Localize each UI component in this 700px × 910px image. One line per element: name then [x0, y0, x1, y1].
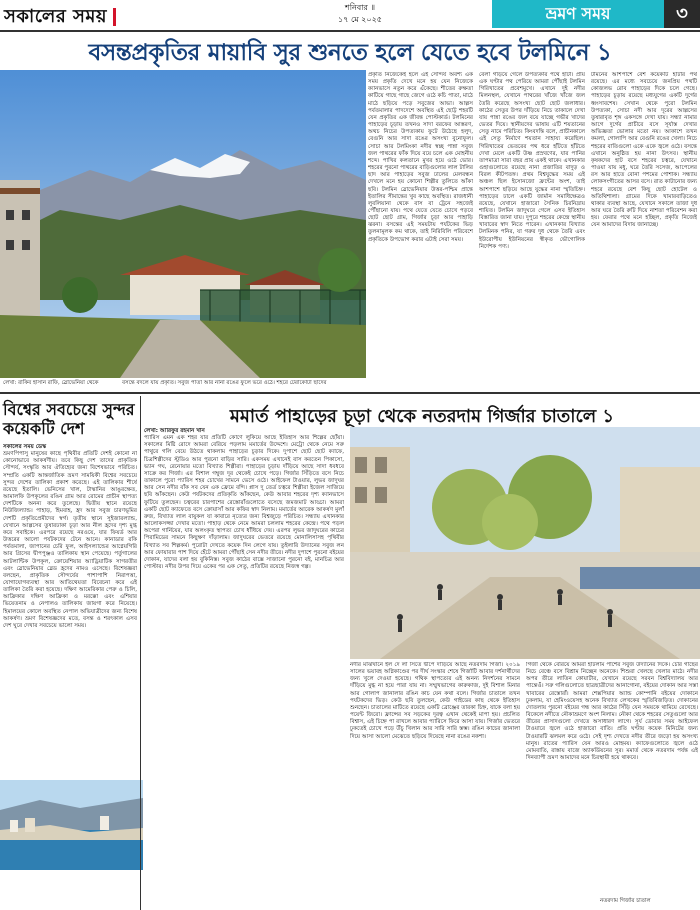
notre-dame-square-image [350, 427, 700, 659]
article3-headline: মমার্ত পাহাড়ের চূড়া থেকে নতরদাম গির্জার চাতালে ১ [229, 406, 615, 427]
section-divider [0, 392, 700, 394]
article3-photo [350, 427, 700, 659]
article1-headline: বসন্তপ্রকৃতির মায়াবি সুর শুনতে হলে যেতে হবে টলমিনে ১ [88, 40, 612, 66]
photo-caption: বসন্তে বদলে যায় প্রকৃতি। সবুজ পাতা আর নানা রঙের ফুলে ভরে ওঠে। শহরে টেরাকোটা ছাদের [122, 380, 327, 386]
article3-column-left [144, 428, 344, 908]
article2-photo [0, 780, 143, 870]
article1-column-2: প্রকৃতি নিজেকেই হলে এই সৌন্দর্য অবশ্য এক সময় প্রকৃতি দেখে মনে হয় যেন নিজেকে ক্যানভাসে নতুন করে এঁকেছে। শীতের রুক্ষতা কাটিয়ে গাছে গাছে জেগে ওঠে কচি পাতা, মাঠে মাঠে ছড়িয়ে পড়ে সবুজের আভা। আল্পস পর্বতমালার পাদদেশে অবস্থিত এই ছোট্ট শহরটি যেন প্রকৃতির এক জীবন্ত পোস্টকার্ড। টলমিনের পাহাড়ের চূড়ায় তখনও সাদা বরফের আস্তরণ, অথচ নিচের উপত্যকায় ফুটে উঠেছে হলুদ, বেগুনি আর সাদা রঙের অসংখ্য বুনোফুল। সোচা আর টলমিংকা নদীর স্বচ্ছ পান্না সবুজ জল পাথরের ফাঁক দিয়ে বয়ে চলে এক মোহনীয় শব্দে। পাখির কলতানে মুখর হয়ে ওঠে ভোর। শহরের পুরনো পাথরের বাড়িগুলোর লাল টালির ছাদ আর পাহাড়ের সবুজ ঢালের মেলবন্ধন দেখলে মনে হয় কোনো শিল্পীর তুলিতে আঁকা ছবি। টলমিন স্লোভেনিয়ার উত্তর-পশ্চিম প্রান্তে ইতালির সীমান্তের খুব কাছে অবস্থিত। রাজধানী লুবলিয়ানা থেকে বাস বা ট্রেনে সহজেই পৌঁছানো যায়। পথে যেতে যেতে চোখে পড়বে ছোট ছোট গ্রাম, গির্জার চূড়া আর পাহাড়ি ঝরনা। বসন্তের এই সময়টায় পর্যটকের ভিড় তুলনামূলক কম থাকে, তাই নিরিবিলি পরিবেশে প্রকৃতিকে উপভোগ করার এটাই সেরা সময়। [368, 72, 473, 243]
article2-byline: সকালের সময় ডেস্ক [3, 444, 47, 450]
article3-text-left: প্যারিস এমন এক শহর যার প্রতিটি কোণে লুকিয়ে আছে ইতিহাস আর শিল্পের ছোঁয়া। সকালের মিষ্টি রোদে আমরা বেরিয়ে পড়লাম মমার্তের উদ্দেশে। মেট্রো থেকে নেমে সরু পাথুরে গলি বেয়ে উঠতে থাকলাম পাহাড়ের চূড়ার দিকে। দুপাশে ছোট ছোট ক্যাফে, চিত্রশিল্পীদের স্টুডিও আর পুরনো বাড়ির সারি। একসময় এখানেই বাস করতেন পিকাসো, ভ্যান গঘ, রেনোয়ার মতো বিখ্যাত শিল্পীরা। পাহাড়ের চূড়ায় দাঁড়িয়ে আছে সাদা ধবধবে সাক্রে কর গির্জা। এর বিশাল গম্বুজ দূর থেকেই চোখে পড়ে। গির্জার সিঁড়িতে বসে নিচে তাকালে পুরো প্যারিস শহর চোখের সামনে ভেসে ওঠে। আইফেল টাওয়ার, লুভর জাদুঘর আর সেন নদীর বাঁক সব যেন এক ফ্রেমে বন্দি। প্লাস দু তের্ত্র চত্বরে শিল্পীরা ইজেল সাজিয়ে ছবি আঁকছেন। কেউ পর্যটকদের প্রতিকৃতি আঁকছেন, কেউ আবার শহরের দৃশ্য ক্যানভাসে ফুটিয়ে তুলছেন। চত্বরের চারপাশের রেস্তোরাঁগুলোতে বসেছে জমজমাট আড্ডা। আমরা একটি ছোট ক্যাফেতে বসে ক্রোয়াসাঁ আর কফির স্বাদ নিলাম। মমার্তের আরেক আকর্ষণ মুলাঁ রুজ, বিখ্যাত লাল বায়ুকল যা কাবারে নৃত্যের জন্য বিশ্বজুড়ে পরিচিত। সন্ধ্যায় এখানকার আলোকসজ্জা দেখার মতো। পাহাড় থেকে নেমে আমরা চললাম শহরের কেন্দ্রে। পথে পড়ল অপেরা গার্নিয়ের, যার অলংকৃত স্থাপত্য চোখ ধাঁধিয়ে দেয়। এরপর লুভর জাদুঘরের কাচের পিরামিডের সামনে কিছুক্ষণ দাঁড়ালাম। জাদুঘরের ভেতরে রয়েছে মোনালিসাসহ পৃথিবীর বিখ্যাত সব শিল্পকর্ম। পুরোটা দেখতে কয়েক দিন লেগে যায়। তুইলারি উদ্যানের সবুজ লন আর ফোয়ারার পাশ দিয়ে হেঁটে আমরা পৌঁছাই সেন নদীর তীরে। নদীর দুপাশে পুরনো বইয়ের দোকান, যাদের বলা হয় বুকিনিস্ত। সবুজ কাঠের বাক্সে সাজানো পুরনো বই, মানচিত্র আর পোস্টার। নদীর উপর দিয়ে একের পর এক সেতু, প্রতিটির রয়েছে নিজস্ব গল্প। [144, 435, 344, 570]
masthead [0, 0, 700, 32]
issue-date [320, 2, 400, 26]
issue-day: শনিবার ॥ [344, 3, 376, 12]
coastal-city-image [0, 780, 143, 870]
article2-headline: বিশ্বের সবচেয়ে সুন্দর কয়েকটি দেশ [3, 400, 135, 438]
issue-date-text: ১৭ মে ২০২৫ [338, 15, 382, 24]
page-number: ৩ [664, 0, 700, 28]
tolmin-mountain-image [0, 70, 366, 378]
article3-column-right: গির্জা থেকে বেরিয়ে আমরা হাঁটলাম পাশের সবুজ উদ্যানের দিকে। চেরি গাছের নিচে বেঞ্চে বসে বিশ্রাম নিচ্ছেন অনেকে। শিশুরা খেলছে খেলার মাঠে। নদীর অপর তীরে লাতিন কোয়ার্টার, যেখানে রয়েছে সরবন বিশ্ববিদ্যালয় আর পান্তেওঁ। সরু গলিগুলোতে ছাত্রছাত্রীদের আনাগোনা, বইয়ের দোকান আর সস্তা খাবারের রেস্তোরাঁ। আমরা শেক্সপিয়ার অ্যান্ড কোম্পানি বইয়ের দোকানে ঢুকলাম, যা হেমিংওয়েসহ অনেক বিখ্যাত লেখকের স্মৃতিবিজড়িত। দোকানের দোতলায় পুরনো বইয়ের গন্ধ আর কাঠের সিঁড়ি যেন সময়কে থামিয়ে রেখেছে। বিকেলে নদীতে নৌকাভ্রমণে অংশ নিলাম। নৌকা থেকে শহরের সেতুগুলো আর তীরের প্রাসাদগুলো দেখতে অসাধারণ লাগে। সূর্য ডোবার সময় আইফেল টাওয়ারে জ্বলে ওঠে হাজারো বাতি। প্রতি ঘণ্টায় কয়েক মিনিটের জন্য টাওয়ারটি ঝলমল করে ওঠে। সেই দৃশ্য দেখতে নদীর তীরে জড়ো হয় অসংখ্য মানুষ। রাতের প্যারিস যেন আরও মোহময়। ক্যাফেগুলোতে জ্বলে ওঠে মোমবাতি, রাস্তায় বাজে অ্যাকর্ডিয়নের সুর। মমার্ত থেকে নতরদাম পর্যন্ত এই দিনব্যাপী ভ্রমণ আমাদের মনে চিরস্থায়ী হয়ে থাকবে। [526, 662, 698, 762]
article3-photo-caption: নতরদাম গির্জার চাতাল [600, 898, 651, 904]
article1-column-3: বেলা গড়িয়ে গেলে উপত্যকার পথে হাঁটা। প্রায় এক ঘণ্টার পথ পেরিয়ে আমরা পৌঁছাই টলমিন গিরিখাতের প্রবেশমুখে। এখানে দুই নদীর মিলনস্থল, যেখানে পাথরের খাঁজে খাঁজে জল তৈরি করেছে অসংখ্য ছোট ছোট জলাধার। কাঠের সেতুর উপর দাঁড়িয়ে নিচে তাকালে দেখা যায় পান্না রঙের জল বয়ে যাচ্ছে গভীর খাদের ভেতর দিয়ে। স্থানীয়দের ভাষায় এটি শয়তানের সেতু নামে পরিচিত। কিংবদন্তি বলে, প্রাচীনকালে এই সেতু নির্মাণে শয়তান সাহায্য করেছিল। গিরিখাতের ভেতরের পথ ধরে হাঁটতে হাঁটতে দেখা মেলে একটি উষ্ণ প্রস্রবণের, যার পানির তাপমাত্রা সারা বছর প্রায় একই থাকে। এখানকার গুহাগুলোতে রয়েছে নানা প্রজাতির বাদুড় ও বিরল কীটপতঙ্গ। প্রথম বিশ্বযুদ্ধের সময় এই অঞ্চল ছিল ইসোনজো ফ্রন্টের অংশ, তাই আশপাশে ছড়িয়ে আছে যুদ্ধের নানা স্মৃতিচিহ্ন। পাহাড়ের ঢালে একটি জার্মান সমাধিক্ষেত্রও রয়েছে, যেখানে হাজারো সৈনিক চিরনিদ্রায় শায়িত। টলমিন জাদুঘরে গেলে এসব ইতিহাস বিস্তারিত জানা যায়। দুপুরে শহরের কেন্দ্রে স্থানীয় খাবারের স্বাদ নিতে পারেন। এখানকার বিখ্যাত টলমিনক পনির, যা গরুর দুধ থেকে তৈরি এবং ইউরোপীয় ইউনিয়নের স্বীকৃত ভৌগোলিক নির্দেশক পণ্য। [479, 72, 585, 250]
column-rule [140, 396, 141, 910]
logo-accent-bar [113, 8, 116, 26]
article1-photo [0, 70, 366, 378]
article3-column-mid: নদীর মাঝখানে ইল দে লা সিতে দ্বীপে দাঁড়িয়ে আছে নতরদাম গির্জা। ২০১৯ সালের ভয়াবহ অগ্নিকাণ্ডের পর দীর্ঘ সংস্কার শেষে গির্জাটি আবার দর্শনার্থীদের জন্য খুলে দেওয়া হয়েছে। গথিক স্থাপত্যের এই অনন্য নিদর্শনের সামনে দাঁড়িয়ে মুগ্ধ না হয়ে পারা যায় না। সম্মুখভাগের কারুকাজ, দুই বিশাল মিনার আর গোলাপ জানালার রঙিন কাচ যেন কথা বলে। গির্জার চাতালে তখন পর্যটকদের ভিড়। কেউ ছবি তুলছেন, কেউ গাইডের কাছ থেকে ইতিহাস শুনছেন। চাতালের মাটিতে রয়েছে একটি ব্রোঞ্জের তারকা চিহ্ন, যাকে বলা হয় পয়েন্ট জিরো। ফ্রান্সের সব সড়কের দূরত্ব এখান থেকেই মাপা হয়। প্রচলিত বিশ্বাস, এই চিহ্নে পা রাখলে আবার প্যারিসে ফিরে আসা যায়। গির্জার ভেতরে ঢুকতেই চোখে পড়ে উঁচু খিলান আর সারি সারি স্তম্ভ। রঙিন কাচের জানালা দিয়ে আসা আলো মেঝেতে ছড়িয়ে দিয়েছে নানা রঙের নকশা। [350, 662, 520, 740]
article2-text: ভ্রমণপিপাসু মানুষের কাছে পৃথিবীর প্রতিটি দেশই কোনো না কোনোভাবে আকর্ষণীয়। তবে কিছু দেশ তাদের প্রাকৃতিক সৌন্দর্য, সংস্কৃতি আর ঐতিহ্যের জন্য বিশেষভাবে পরিচিত। সম্প্রতি একটি আন্তর্জাতিক ভ্রমণ সাময়িকী বিশ্বের সবচেয়ে সুন্দর দেশের তালিকা প্রকাশ করেছে। এই তালিকার শীর্ষে রয়েছে ইতালি। ভেনিসের খাল, টাস্কানির আঙুরক্ষেত, আমালফি উপকূলের রঙিন গ্রাম আর রোমের প্রাচীন স্থাপত্য দেশটিকে অনন্য করে তুলেছে। দ্বিতীয় স্থানে রয়েছে নিউজিল্যান্ড। পাহাড়, হিমবাহ, হ্রদ আর সবুজ চারণভূমির দেশটি প্রকৃতিপ্রেমীদের স্বর্গ। তৃতীয় স্থানে সুইজারল্যান্ড, যেখানে আল্পসের তুষারঢাকা চূড়া আর নীল হ্রদের দৃশ্য মুগ্ধ করে সবাইকে। এরপরে রয়েছে নরওয়ে, যার ফিয়র্ড আর উত্তরের আলো পর্যটকদের টেনে আনে। কানাডার রকি পর্বতমালা, জাপানের চেরি ফুল, আইসল্যান্ডের আগ্নেয়গিরি আর গ্রিসের দ্বীপপুঞ্জও তালিকায় স্থান পেয়েছে। পর্তুগালের আটলান্টিক উপকূল, ক্রোয়েশিয়ার অ্যাড্রিয়াটিক সাগরতীর এবং স্লোভেনিয়ার ব্লেড হ্রদের নামও এসেছে। বিশেষজ্ঞরা বলছেন, প্রাকৃতিক সৌন্দর্যের পাশাপাশি নিরাপত্তা, যোগাযোগব্যবস্থা আর আতিথেয়তা বিবেচনা করে এই তালিকা তৈরি করা হয়েছে। দক্ষিণ আমেরিকার পেরু ও চিলি, আফ্রিকার দক্ষিণ আফ্রিকা ও মরক্কো এবং এশিয়ার ভিয়েতনাম ও নেপালও তালিকায় জায়গা করে নিয়েছে। হিমালয়ের কোলে অবস্থিত নেপাল অভিযাত্রীদের জন্য বিশেষ আকর্ষণ। ভ্রমণ বিশেষজ্ঞদের মতে, বসন্ত ও শরৎকাল এসব দেশ ঘুরে দেখার সবচেয়ে ভালো সময়। [3, 451, 137, 629]
newspaper-logo: সকালের সময় [4, 2, 116, 33]
article2-body [3, 444, 137, 778]
article1-column-4: টমিনের আশপাশে বেশ কয়েকটি হাঁটার পথ রয়েছে। এর মধ্যে সবচেয়ে জনপ্রিয় পথটি কোজলভ রোব পাহাড়ের দিকে চলে গেছে। পাহাড়ের চূড়ায় রয়েছে মধ্যযুগের একটি দুর্গের ধ্বংসাবশেষ। সেখান থেকে পুরো টলমিন উপত্যকা, সোচা নদী আর দূরের আল্পসের তুষারাবৃত শৃঙ্গ একসঙ্গে দেখা যায়। সন্ধ্যা নামার আগে দুর্গের প্রাচীরে বসে সূর্যাস্ত দেখার অভিজ্ঞতা ভোলার মতো নয়। আকাশে তখন কমলা, গোলাপি আর বেগুনি রঙের খেলা। নিচে শহরের বাতিগুলো একে একে জ্বলে ওঠে। বসন্তে এখানে অনুষ্ঠিত হয় নানা উৎসব। স্থানীয় কৃষকদের হাট বসে শহরের চত্বরে, যেখানে পাওয়া যায় মধু, ঘরে তৈরি সসেজ, আপেলের রস আর হাতে বোনা পশমের পোশাক। সন্ধ্যায় লোকসংগীতের আসর বসে। রাত কাটানোর জন্য শহরে রয়েছে বেশ কিছু ছোট হোটেল ও অতিথিশালা। গ্রামের দিকে খামারবাড়িতেও থাকার ব্যবস্থা আছে, যেখানে সকালে তাজা দুধ আর ঘরে তৈরি রুটি দিয়ে নাশতা পরিবেশন করা হয়। ফেরার পথে মনে হচ্ছিল, প্রকৃতি নিজেই যেন আমাদের বিদায় জানাচ্ছে। [591, 72, 697, 229]
photo-credit: লেখা: রাকিব হাসান রাফি, স্লোভেনিয়া থেকে [3, 380, 99, 386]
article3-byline: লেখা: আরিফুর রহমান খান [144, 428, 205, 434]
section-title: ভ্রমণ সময় [492, 0, 664, 28]
